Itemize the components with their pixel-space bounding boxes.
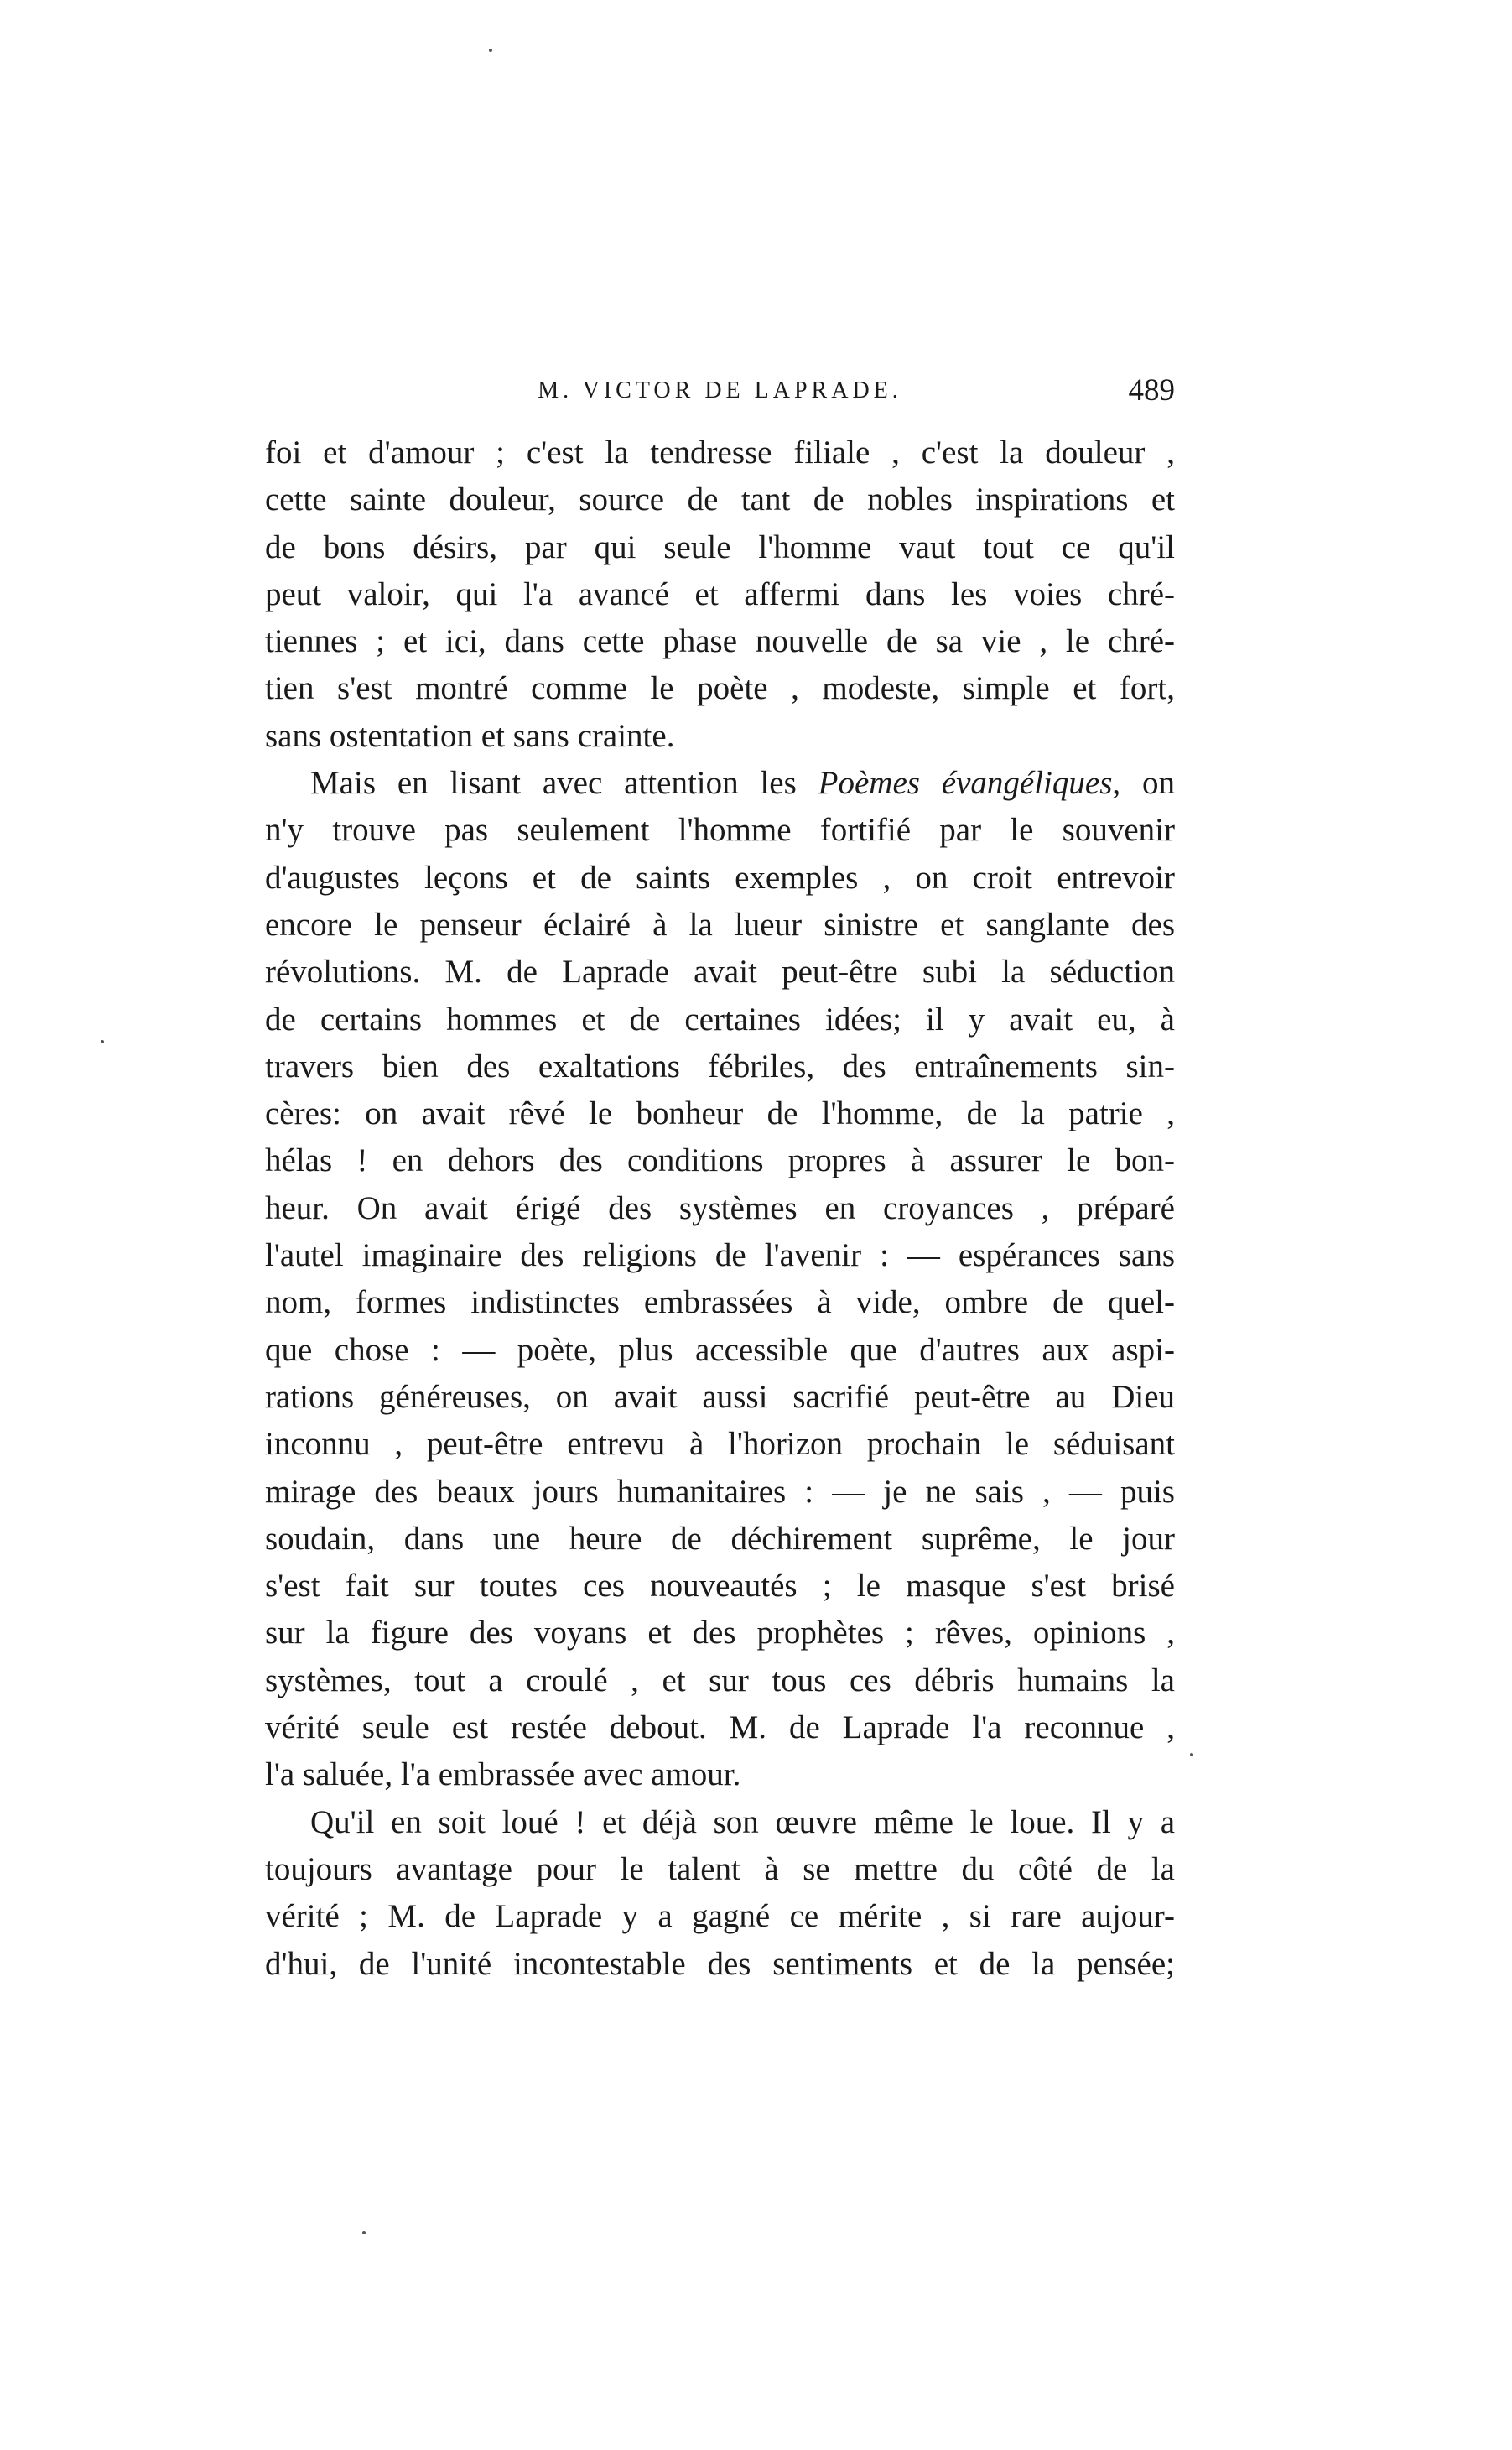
body-text (265, 429, 1175, 1988)
text-line: nom, formes indistinctes embrassées à vide, ombre de quel- (265, 1284, 1175, 1321)
text-line: que chose : — poète, plus accessible que d'autres aux aspi- (265, 1331, 1175, 1368)
text-line: toujours avantage pour le talent à se mettre du côté de la (265, 1850, 1175, 1887)
page-number: 489 (1128, 373, 1175, 408)
text-line: tien s'est montré comme le poète , modeste, simple et fort, (265, 670, 1175, 707)
text-line: heur. On avait érigé des systèmes en croyances , préparé (265, 1189, 1175, 1226)
text-line: l'autel imaginaire des religions de l'avenir : — espérances sans (265, 1237, 1175, 1274)
text-line: sur la figure des voyans et des prophètes ; rêves, opinions , (265, 1615, 1175, 1652)
text-line-with-title (265, 760, 1175, 807)
text-line: inconnu , peut-être entrevu à l'horizon prochain le séduisant (265, 1426, 1175, 1463)
scan-speck (489, 49, 492, 52)
text-line: l'a saluée, l'a embrassée avec amour. (265, 1756, 741, 1793)
text-line: travers bien des exaltations fébriles, des entraînements sin- (265, 1048, 1175, 1085)
text-line: révolutions. M. de Laprade avait peut-être subi la séduction (265, 954, 1175, 991)
scan-speck (101, 1040, 104, 1043)
text-line: tiennes ; et ici, dans cette phase nouvelle de sa vie , le chré- (265, 623, 1175, 660)
text-line: n'y trouve pas seulement l'homme fortifié par le souvenir (265, 812, 1175, 849)
text-line: vérité ; M. de Laprade y a gagné ce mérite , si rare aujour- (265, 1898, 1175, 1935)
text-line: de bons désirs, par qui seule l'homme vaut tout ce qu'il (265, 528, 1175, 565)
text-line: vérité seule est restée debout. M. de Laprade l'a reconnue , (265, 1709, 1175, 1746)
text-line: cette sainte douleur, source de tant de nobles inspirations et (265, 481, 1175, 518)
line-text: , on (1112, 765, 1175, 802)
text-line: d'hui, de l'unité incontestable des sentiments et de la pensée; (265, 1945, 1175, 1982)
text-line: sans ostentation et sans crainte. (265, 717, 675, 754)
text-line: rations généreuses, on avait aussi sacrifié peut-être au Dieu (265, 1378, 1175, 1415)
text-line: s'est fait sur toutes ces nouveautés ; le masque s'est brisé (265, 1568, 1175, 1605)
text-line: encore le penseur éclairé à la lueur sinistre et sanglante des (265, 906, 1175, 943)
text-line: systèmes, tout a croulé , et sur tous ces débris humains la (265, 1662, 1175, 1698)
text-line: de certains hommes et de certaines idées; il y avait eu, à (265, 1001, 1175, 1038)
running-head (265, 369, 1175, 413)
line-text: Mais en lisant avec attention les (310, 765, 818, 802)
text-line: soudain, dans une heure de déchirement suprême, le jour (265, 1520, 1175, 1557)
text-line: cères: on avait rêvé le bonheur de l'homme, de la patrie , (265, 1095, 1175, 1132)
text-line: foi et d'amour ; c'est la tendresse filiale , c'est la douleur , (265, 434, 1175, 471)
text-line: d'augustes leçons et de saints exemples , on croit entrevoir (265, 859, 1175, 896)
scan-speck (1190, 1753, 1193, 1756)
running-title: M. VICTOR DE LAPRADE. (538, 377, 902, 403)
scan-speck (362, 2231, 366, 2234)
text-line: mirage des beaux jours humanitaires : — je ne sais , — puis (265, 1473, 1175, 1510)
book-title: Poèmes évangéliques (818, 765, 1113, 802)
text-line: peut valoir, qui l'a avancé et affermi dans les voies chré- (265, 575, 1175, 612)
text-line: Qu'il en soit loué ! et déjà son œuvre même le loue. Il y a (310, 1803, 1175, 1840)
text-line: hélas ! en dehors des conditions propres à assurer le bon- (265, 1142, 1175, 1179)
